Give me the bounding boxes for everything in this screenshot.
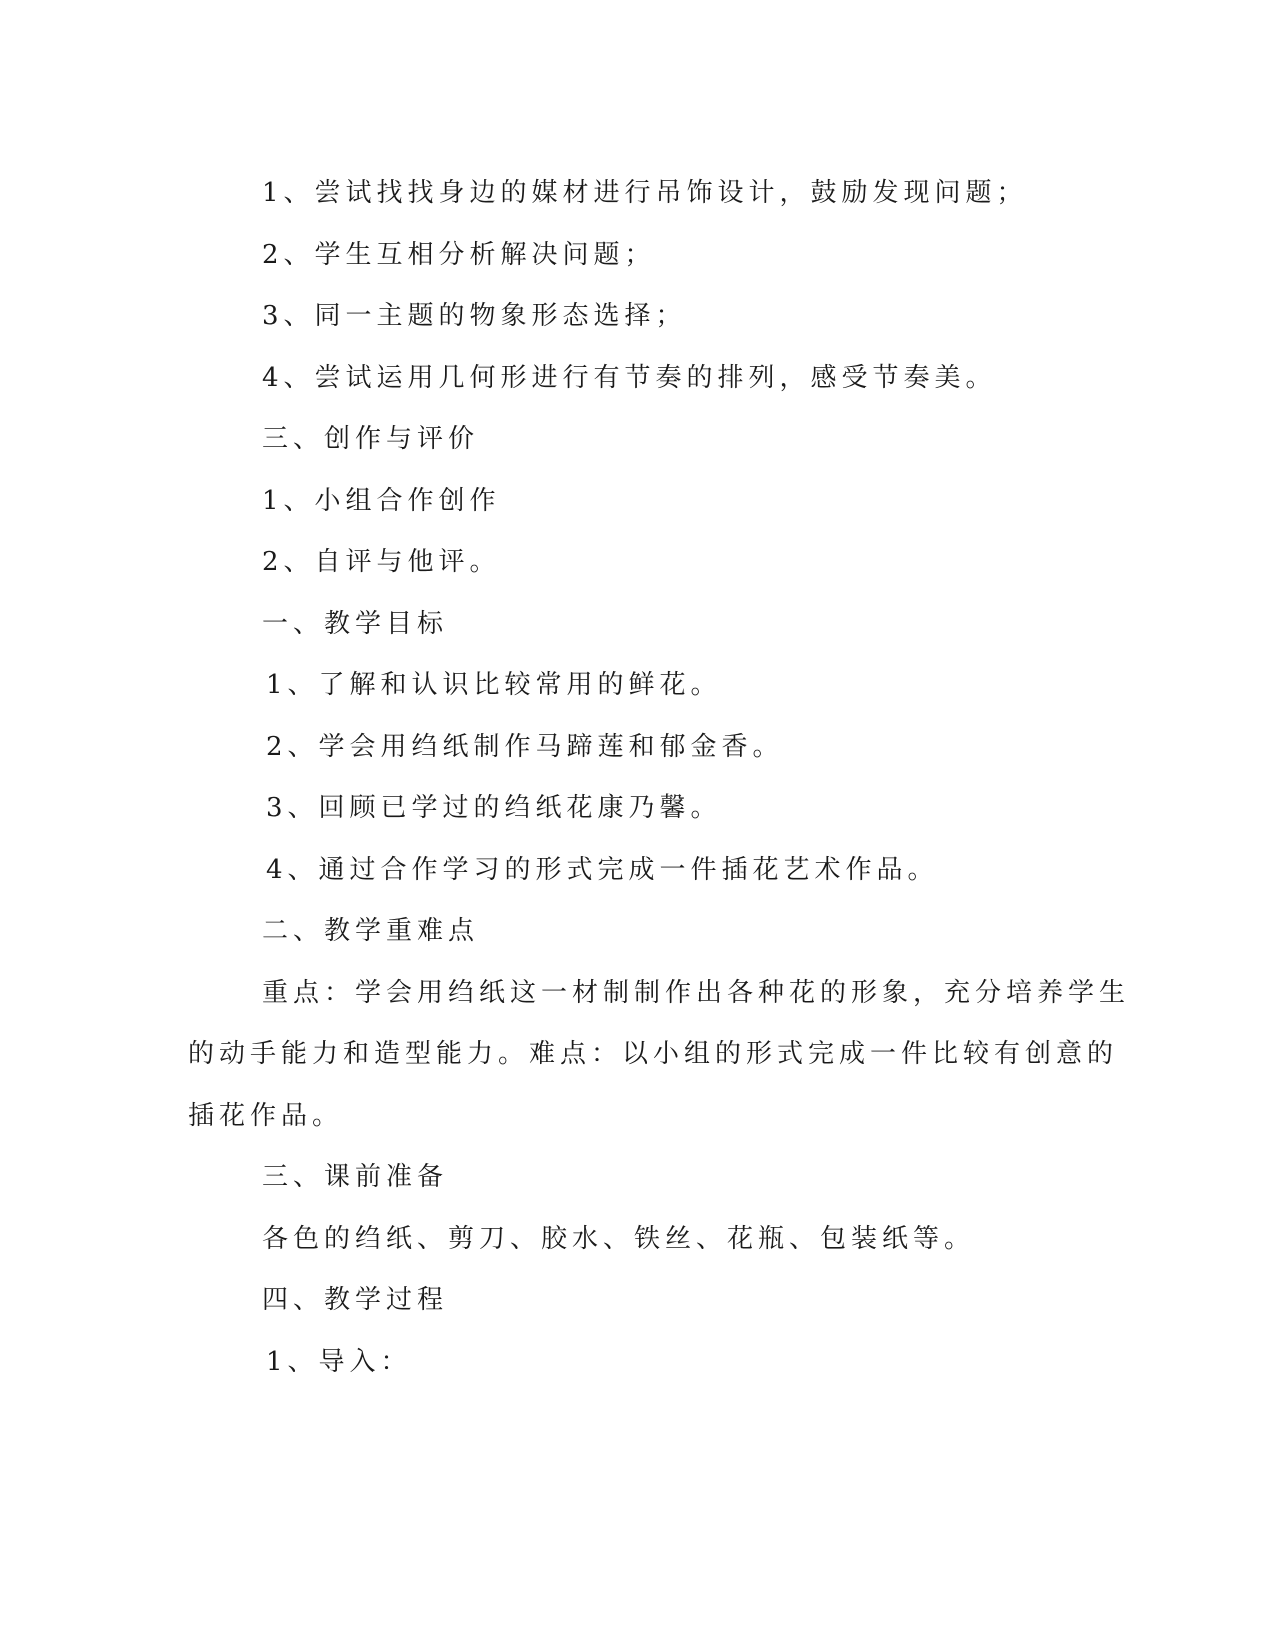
text-line: 1、了解和认识比较常用的鲜花。: [266, 670, 722, 700]
text-line: 1、小组合作创作: [262, 485, 501, 516]
text-line: 1、导入：: [266, 1346, 412, 1377]
text-line: 2、学会用绉纸制作马蹄莲和郁金香。: [266, 731, 784, 762]
text-line: 2、学生互相分析解决问题；: [262, 239, 656, 270]
section-heading: 三、创作与评价: [262, 424, 480, 454]
text-line: 4、通过合作学习的形式完成一件插花艺术作品。: [266, 854, 939, 885]
paragraph-line: 重点：学会用绉纸这一材制制作出各种花的形象，充分培养学生: [262, 977, 1131, 1008]
text-line: 各色的绉纸、剪刀、胶水、铁丝、花瓶、包装纸等。: [262, 1223, 976, 1254]
body-paragraph: [188, 963, 1131, 1148]
section-heading: 二、教学重难点: [262, 916, 480, 946]
text-line: 3、同一主题的物象形态选择；: [262, 301, 687, 331]
text-line: 4、尝试运用几何形进行有节奏的排列，感受节奏美。: [262, 362, 997, 393]
text-line: 1、尝试找找身边的媒材进行吊饰设计，鼓励发现问题；: [262, 178, 1028, 208]
paragraph-line: 插花作品。: [188, 1100, 344, 1131]
paragraph-line: 的动手能力和造型能力。难点：以小组的形式完成一件比较有创意的: [188, 1039, 1119, 1069]
text-line: 2、自评与他评。: [262, 547, 501, 577]
section-heading: 四、教学过程: [262, 1285, 449, 1315]
document-body: [188, 163, 1131, 1393]
text-line: 3、回顾已学过的绉纸花康乃馨。: [266, 793, 722, 823]
section-heading: 一、教学目标: [262, 608, 449, 639]
section-heading: 三、课前准备: [262, 1162, 449, 1192]
